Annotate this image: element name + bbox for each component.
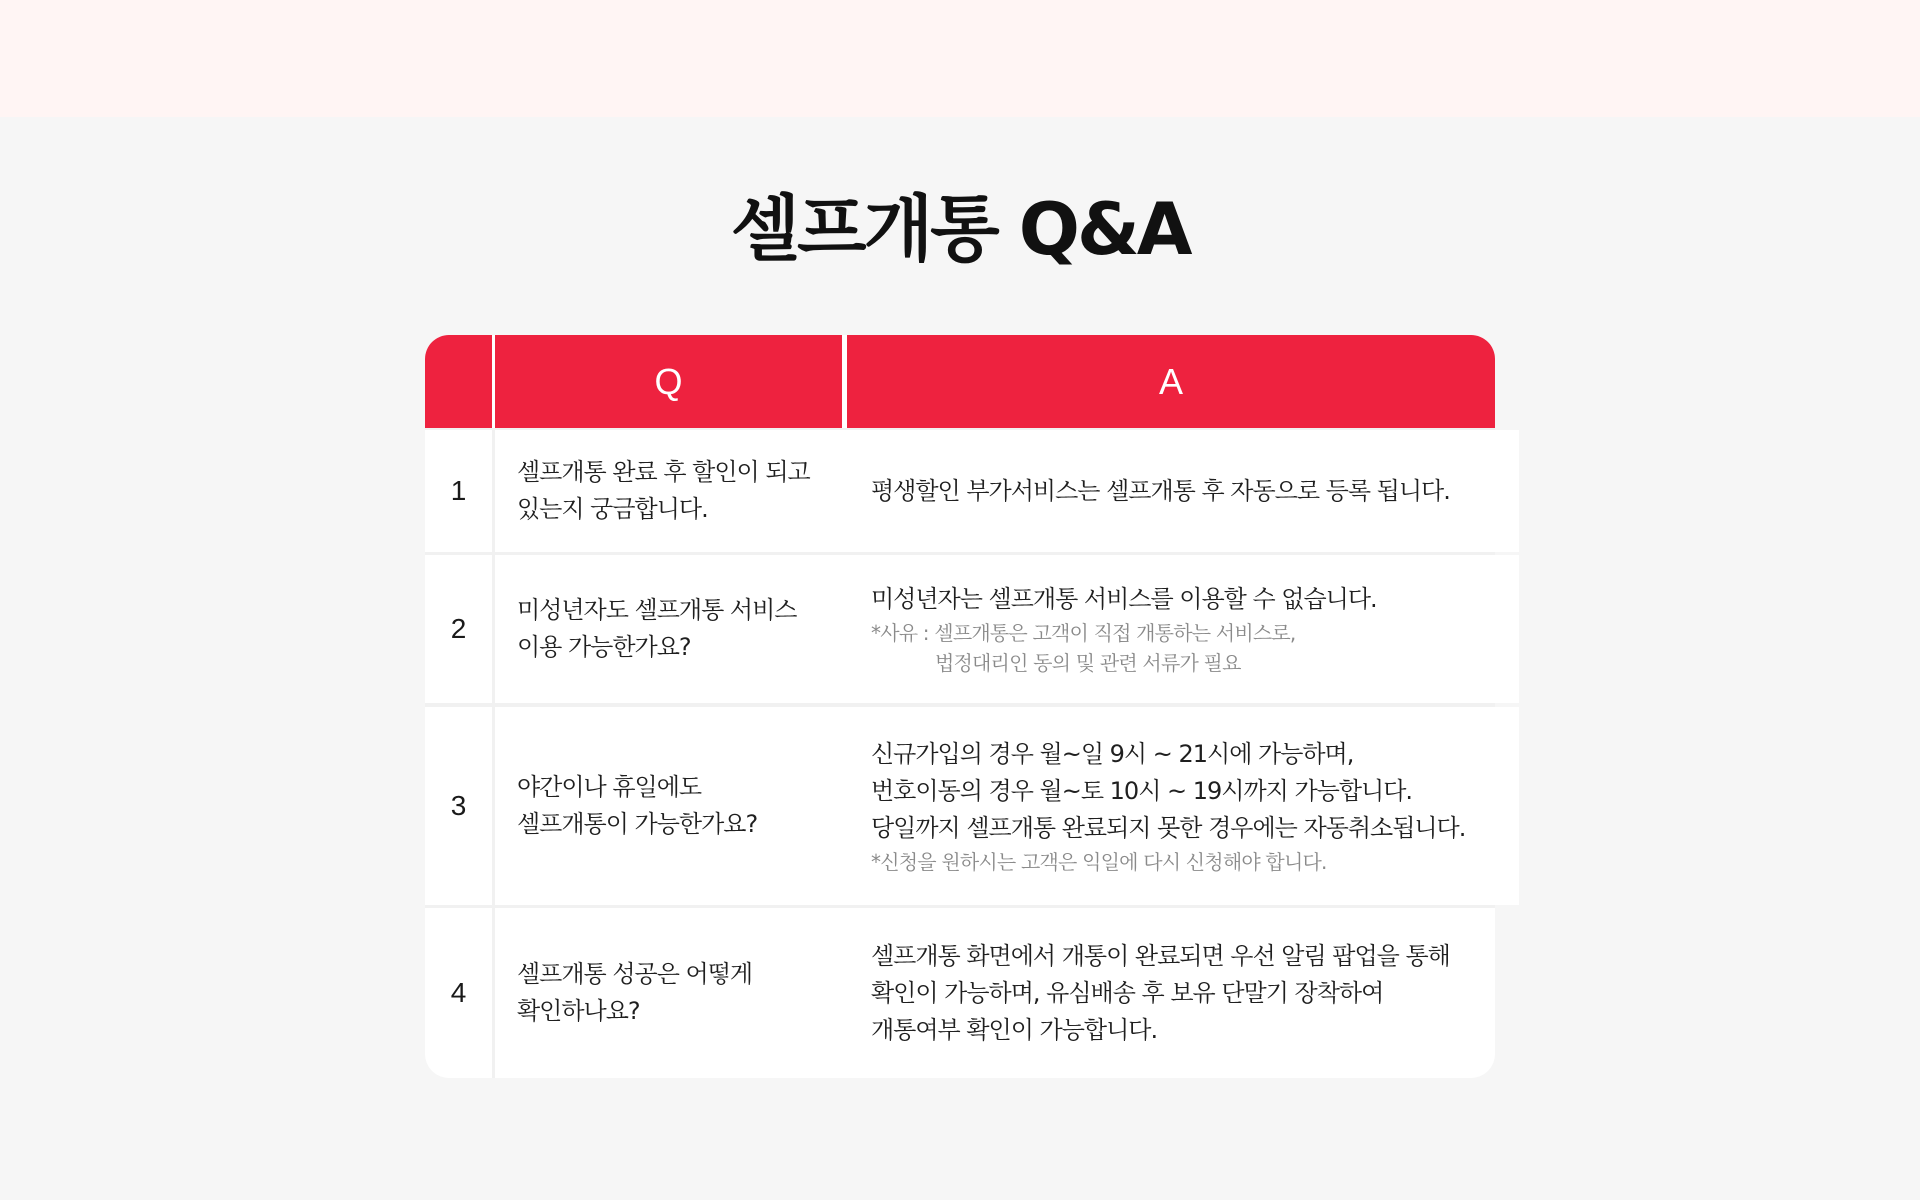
answer-line: 개통여부 확인이 가능합니다. xyxy=(871,1015,1158,1044)
answer-cell xyxy=(847,430,1519,552)
answer-line: 번호이동의 경우 월~토 10시 ~ 19시까지 가능합니다. xyxy=(871,776,1413,805)
header-a-cell xyxy=(847,335,1495,428)
row-number-text: 1 xyxy=(450,475,467,506)
table-header xyxy=(425,335,1495,428)
header-q-cell xyxy=(495,335,842,428)
row-number xyxy=(425,707,492,905)
question-line: 셀프개통 성공은 어떻게 xyxy=(517,960,753,988)
question-cell xyxy=(495,908,864,1078)
question-line: 이용 가능한가요? xyxy=(517,633,691,661)
page-title: 셀프개통 Q&A xyxy=(730,187,1190,271)
row-number-text: 4 xyxy=(450,977,467,1008)
answer-note: *신청을 원하시는 고객은 익일에 다시 신청해야 합니다. xyxy=(871,849,1327,874)
table-row xyxy=(425,555,1495,703)
answer-line: 당일까지 셀프개통 완료되지 못한 경우에는 자동취소됩니다. xyxy=(871,813,1466,842)
answer-line: 신규가입의 경우 월~일 9시 ~ 21시에 가능하며, xyxy=(871,739,1354,768)
answer-line: 미성년자는 셀프개통 서비스를 이용할 수 없습니다. xyxy=(871,584,1377,613)
question-line: 미성년자도 셀프개통 서비스 xyxy=(517,596,797,624)
answer-cell xyxy=(847,707,1519,905)
answer-line: 셀프개통 화면에서 개통이 완료되면 우선 알림 팝업을 통해 xyxy=(871,941,1450,970)
question-line: 야간이나 휴일에도 xyxy=(517,773,702,801)
row-number-text: 2 xyxy=(450,613,467,644)
header-q-label: Q xyxy=(654,361,683,402)
answer-note: 법정대리인 동의 및 관련 서류가 필요 xyxy=(935,650,1241,675)
table-row xyxy=(425,430,1495,552)
answer-cell xyxy=(847,555,1519,703)
answer-note: *사유 : 셀프개통은 고객이 직접 개통하는 서비스로, xyxy=(871,620,1296,645)
question-line: 셀프개통이 가능한가요? xyxy=(517,810,758,838)
row-number xyxy=(425,555,492,703)
question-cell xyxy=(495,555,864,703)
question-cell xyxy=(495,430,864,552)
answer-line: 평생할인 부가서비스는 셀프개통 후 자동으로 등록 됩니다. xyxy=(871,476,1450,505)
table-row xyxy=(425,707,1495,905)
row-number xyxy=(425,430,492,552)
header-a-label: A xyxy=(1158,361,1183,402)
top-banner-band xyxy=(0,0,1920,117)
header-num-cell xyxy=(425,335,492,428)
answer-cell xyxy=(847,908,1495,1078)
question-line: 확인하나요? xyxy=(517,997,640,1025)
row-number xyxy=(425,908,492,1078)
question-line: 셀프개통 완료 후 할인이 되고 xyxy=(517,458,810,486)
answer-line: 확인이 가능하며, 유심배송 후 보유 단말기 장착하여 xyxy=(871,978,1384,1007)
question-line: 있는지 궁금합니다. xyxy=(517,495,708,523)
row-number-text: 3 xyxy=(450,790,467,821)
question-cell xyxy=(495,707,864,905)
table-row xyxy=(425,908,1495,1078)
